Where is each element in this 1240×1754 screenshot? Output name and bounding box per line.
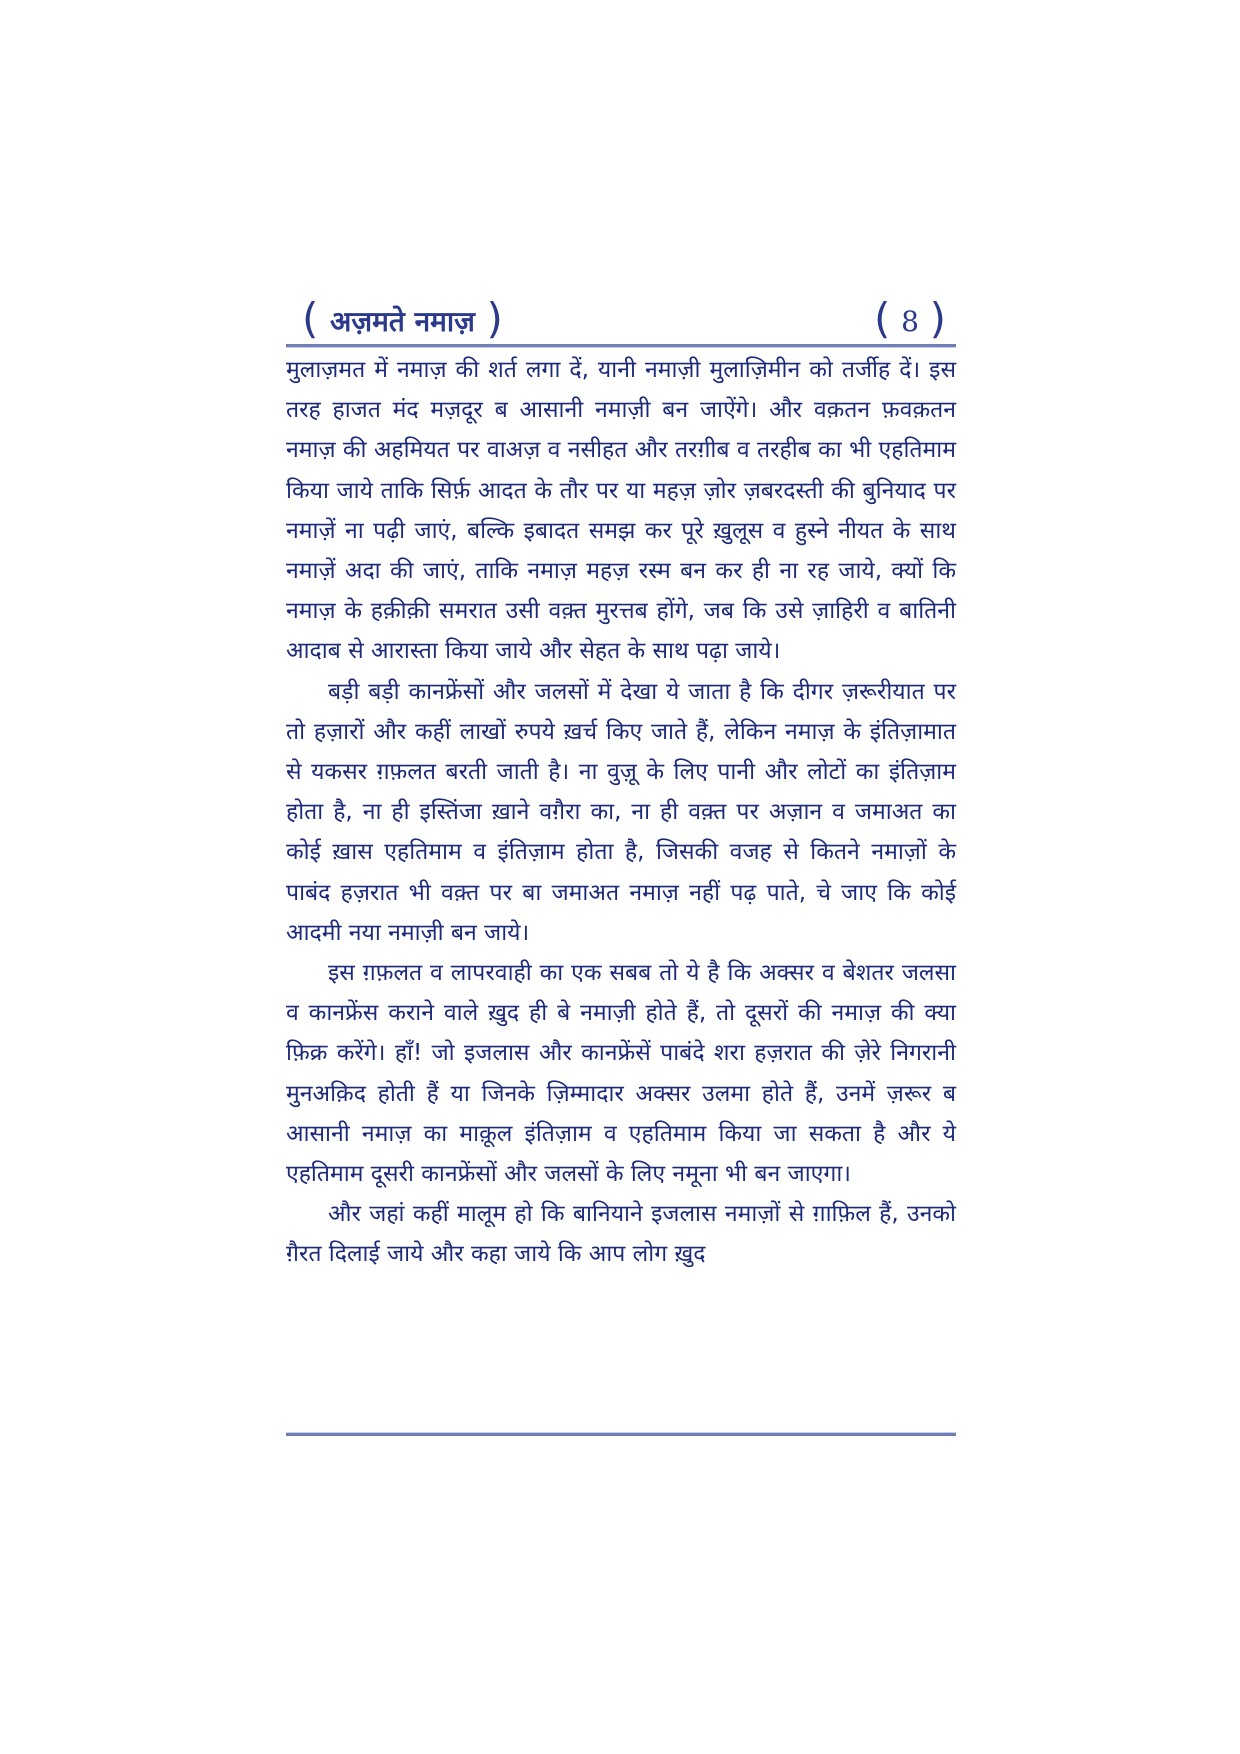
left-bracket-ornament: ( — [302, 294, 319, 343]
page-number: 8 — [901, 304, 919, 338]
right-bracket-ornament: ) — [486, 294, 503, 343]
book-title: अज़मते नमाज़ — [330, 305, 475, 338]
page-number-box — [874, 294, 946, 343]
paragraph: और जहां कहीं मालूम हो कि बानियाने इजलास नमाज़ों से ग़ाफ़िल हैं, उनको ग़ैरत दिलाई जाये और कहा जाये कि आप लोग ख़ुद — [286, 1201, 956, 1268]
body-text — [286, 350, 956, 1275]
header-rule — [286, 344, 956, 348]
paragraph: मुलाज़मत में नमाज़ की शर्त लगा दें, यानी नमाज़ी मुलाज़िमीन को तर्जीह दें। इस तरह हाजत मंद मज़दूर ब आसानी नमाज़ी बन जाऐंगे। और वक़तन फ़वक़तन नमाज़ की अहमियत पर वाअज़ व नसीहत और तरग़ीब व तरहीब का भी एहतिमाम किया जाये ताकि सिर्फ़ आदत के तौर पर या महज़ ज़ोर ज़बरदस्ती की बुनियाद पर नमाज़ें ना पढ़ी जाएं, बल्कि इबादत समझ कर पूरे ख़ुलूस व हुस्ने नीयत के साथ नमाज़ें अदा की जाएं, ताकि नमाज़ महज़ रस्म बन कर ही ना रह जाये, क्यों कि नमाज़ के हक़ीक़ी समरात उसी वक़्त मुरत्तब होंगे, जब कि उसे ज़ाहिरी व बातिनी आदाब से आरास्ता किया जाये और सेहत के साथ पढ़ा जाये। — [286, 357, 956, 665]
footer-rule — [286, 1432, 956, 1436]
running-title — [302, 294, 503, 343]
page-header — [286, 294, 956, 348]
right-bracket-ornament: ) — [929, 294, 946, 343]
left-bracket-ornament: ( — [874, 294, 891, 343]
paragraph: इस ग़फ़लत व लापरवाही का एक सबब तो ये है कि अक्सर व बेशतर जलसा व कानफ्रेंस कराने वाले ख़ुद ही बे नमाज़ी होते हैं, तो दूसरों की नमाज़ की क्या फ़िक्र करेंगे। हाँ! जो इजलास और कानफ्रेंसें पाबंदे शरा हज़रात की ज़ेरे निगरानी मुनअक़िद होती हैं या जिनके ज़िम्मादार अक्सर उलमा होते हैं, उनमें ज़रूर ब आसानी नमाज़ का माक़ूल इंतिज़ाम व एहतिमाम किया जा सकता है और ये एहतिमाम दूसरी कानफ्रेंसों और जलसों के लिए नमूना भी बन जाएगा। — [286, 960, 956, 1188]
paragraph: बड़ी बड़ी कानफ्रेंसों और जलसों में देखा ये जाता है कि दीगर ज़रूरीयात पर तो हज़ारों और कहीं लाखों रुपये ख़र्च किए जाते हैं, लेकिन नमाज़ के इंतिज़ामात से यकसर ग़फ़लत बरती जाती है। ना वुज़ू के लिए पानी और लोटों का इंतिज़ाम होता है, ना ही इस्तिंजा ख़ाने वग़ैरा का, ना ही वक़्त पर अज़ान व जमाअत का कोई ख़ास एहतिमाम व इंतिज़ाम होता है, जिसकी वजह से कितने नमाज़ों के पाबंद हज़रात भी वक़्त पर बा जमाअत नमाज़ नहीं पढ़ पाते, चे जाए कि कोई आदमी नया नमाज़ी बन जाये। — [286, 678, 956, 946]
